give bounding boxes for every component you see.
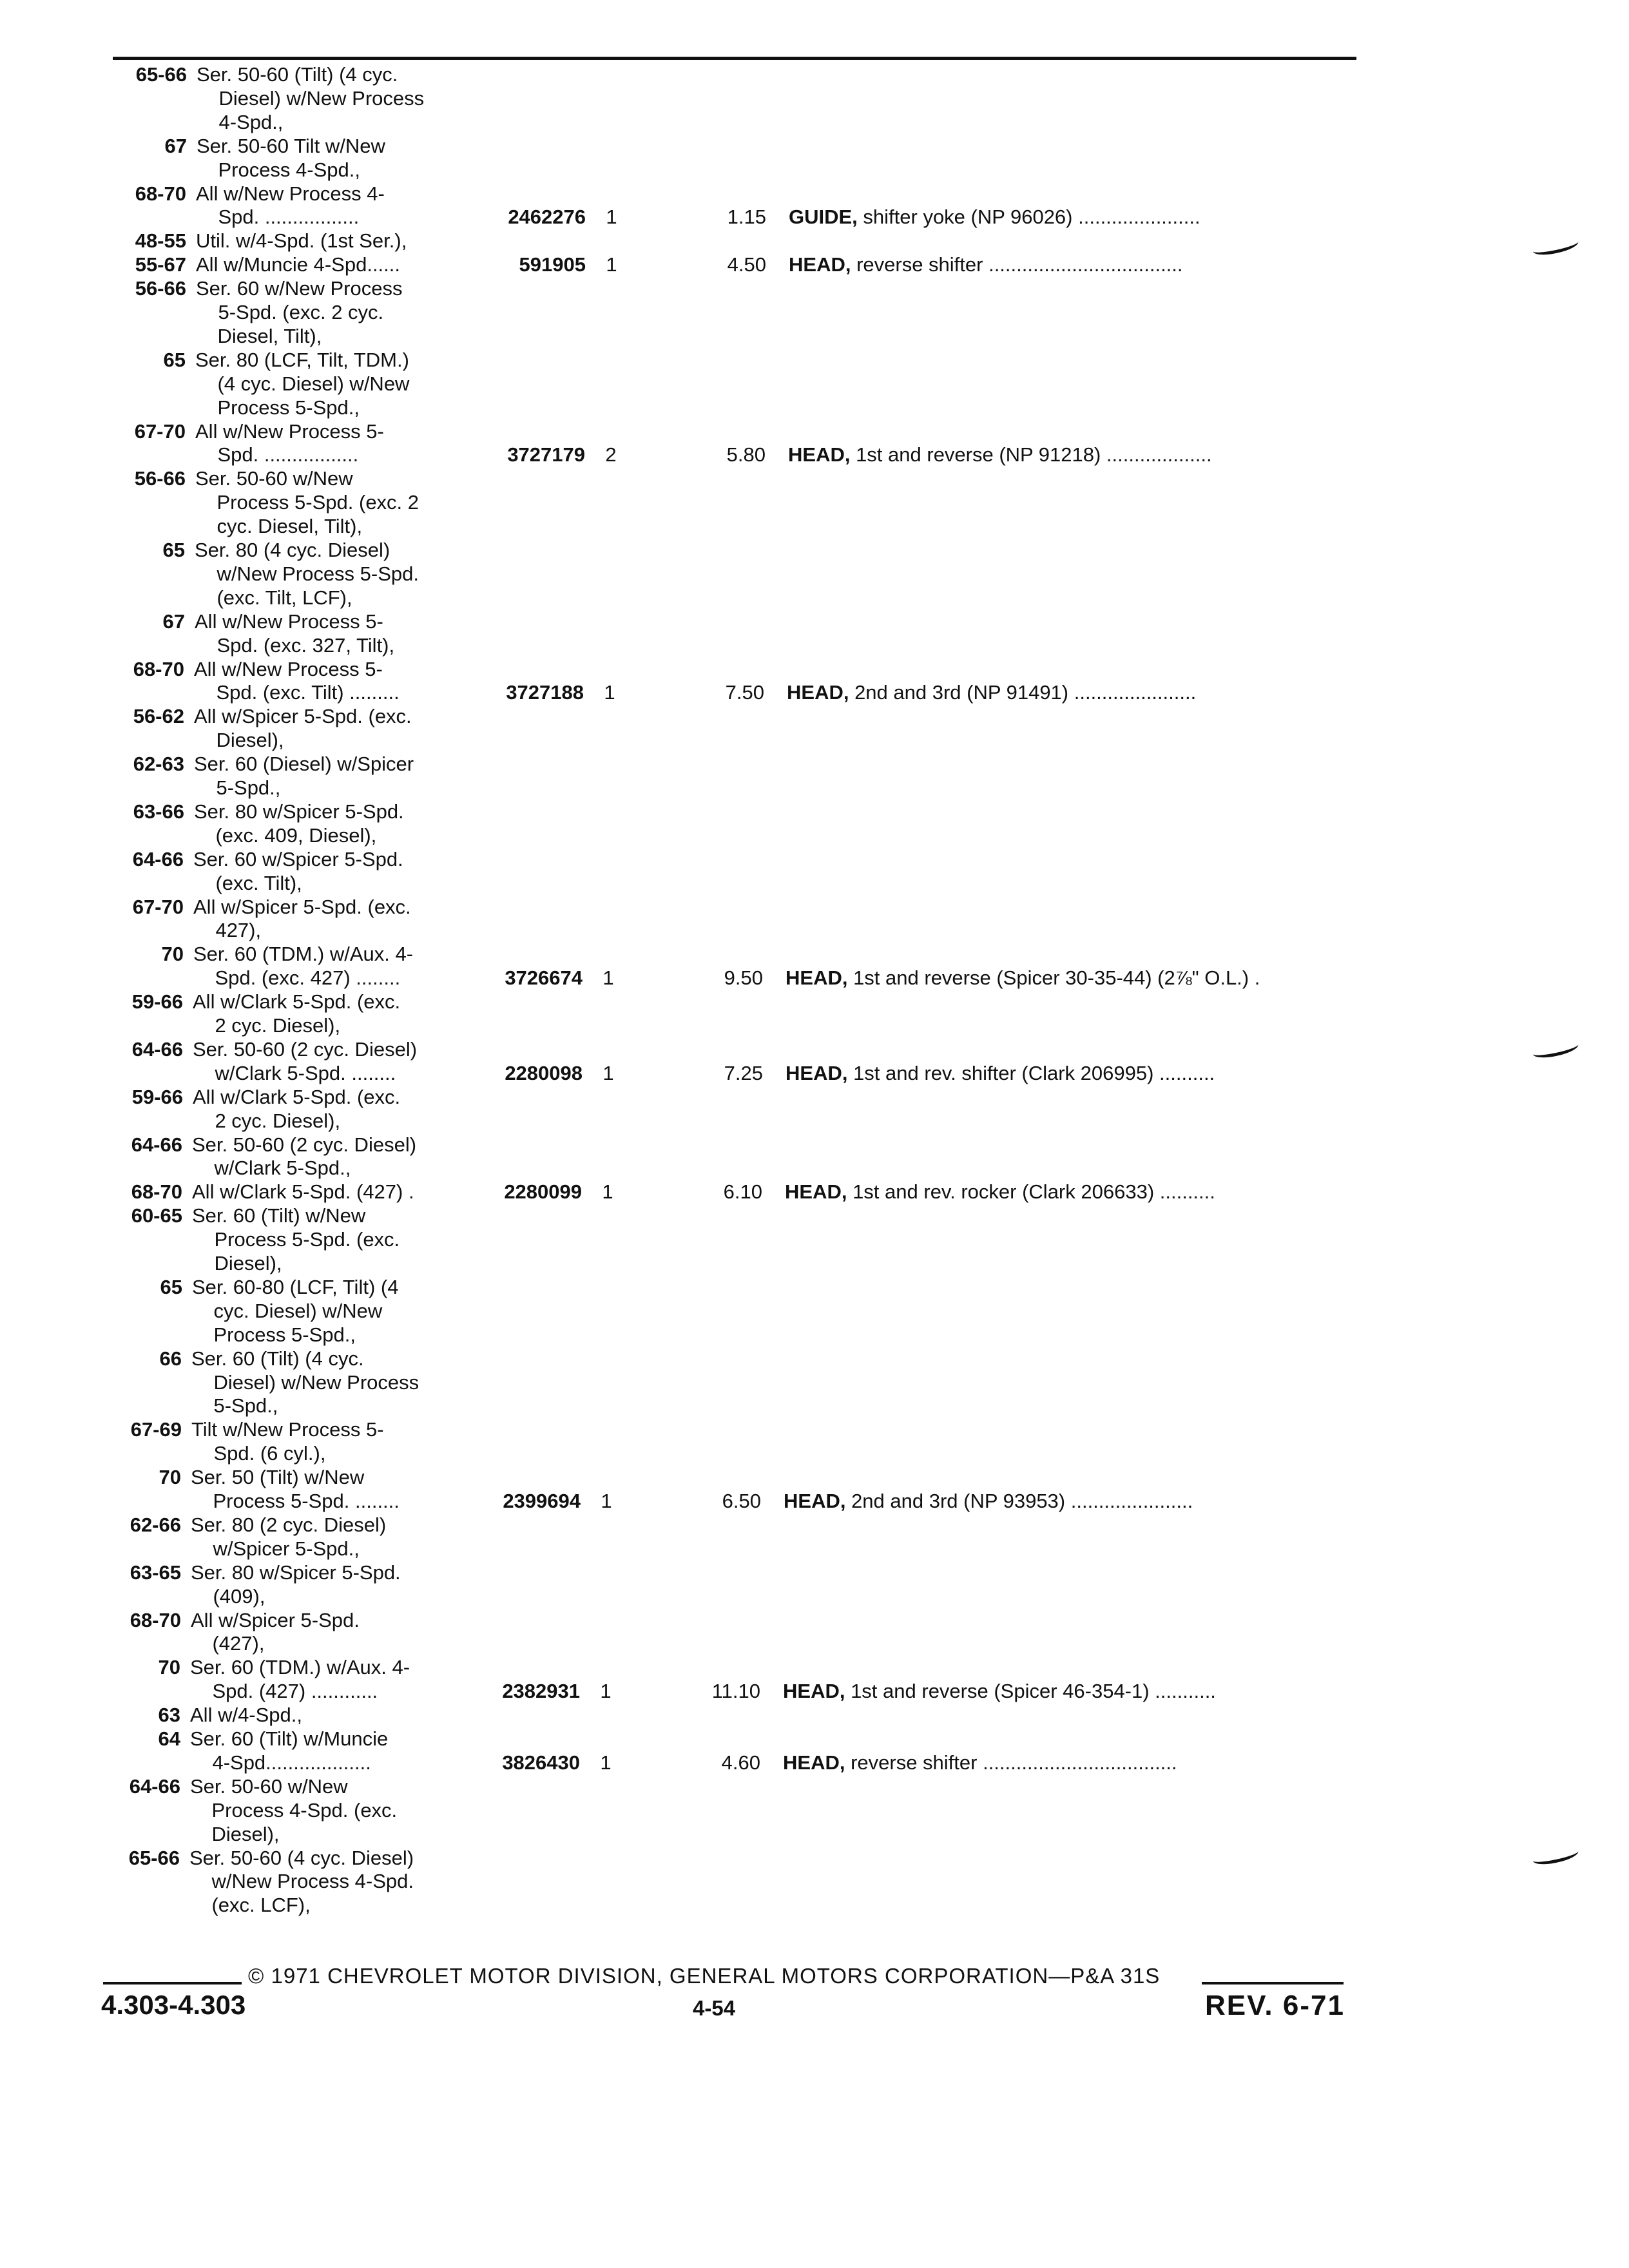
model-years: 64-66	[129, 1775, 180, 1798]
quantity: 1	[602, 966, 614, 989]
application-description: Spd. (exc. Tilt) .........	[194, 681, 400, 704]
model-years: 68-70	[133, 658, 184, 680]
quantity: 1	[604, 681, 615, 704]
application-description: Process 5-Spd. ........	[191, 1490, 400, 1512]
model-years: 70	[158, 1656, 180, 1678]
application-description: Process 4-Spd.,	[196, 159, 360, 181]
application-description: All w/Clark 5-Spd. (exc.	[193, 1086, 401, 1108]
part-noun: HEAD,	[786, 1062, 848, 1084]
application-description: All w/Spicer 5-Spd.	[191, 1609, 360, 1631]
application-description: Util. w/4-Spd. (1st Ser.),	[196, 229, 407, 252]
model-years: 67-70	[134, 420, 186, 443]
application-description: Ser. 50-60 w/New	[195, 467, 353, 490]
part-noun: HEAD,	[785, 1180, 847, 1203]
part-description	[783, 1680, 1350, 1703]
list-price: 9.50	[724, 966, 763, 989]
application-description: Ser. 60 (TDM.) w/Aux. 4-	[193, 943, 414, 965]
application-description: Ser. 60 w/Spicer 5-Spd.	[193, 848, 403, 870]
application-description: w/New Process 4-Spd.	[189, 1870, 414, 1892]
application-description: Ser. 60-80 (LCF, Tilt) (4	[192, 1276, 399, 1298]
part-number: 591905	[519, 253, 586, 276]
list-price: 1.15	[727, 206, 766, 228]
application-description: Spd. (427) ............	[190, 1680, 378, 1702]
application-description: All w/New Process 5-	[195, 420, 384, 443]
part-detail: 1st and reverse (NP 91218) ...................	[850, 443, 1212, 466]
application-description: Ser. 60 (Tilt) (4 cyc.	[191, 1347, 364, 1370]
application-description: cyc. Diesel) w/New	[191, 1300, 383, 1322]
application-description: Ser. 80 (LCF, Tilt, TDM.)	[195, 349, 409, 371]
application-description: 427),	[193, 919, 262, 941]
footer-rule-right	[1202, 1982, 1344, 1984]
footer-rule-left	[103, 1982, 242, 1984]
application-description: (exc. 409, Diesel),	[193, 824, 377, 847]
part-number: 3726674	[505, 966, 583, 989]
part-noun: HEAD,	[786, 966, 848, 989]
application-description: Ser. 50-60 (Tilt) (4 cyc.	[197, 63, 398, 86]
application-description: (4 cyc. Diesel) w/New	[195, 372, 410, 395]
model-years: 62-63	[133, 753, 184, 775]
application-description: All w/New Process 4-	[196, 182, 385, 205]
quantity: 1	[606, 253, 617, 276]
model-years: 65-66	[128, 1847, 180, 1869]
application-description: All w/New Process 5-	[194, 658, 383, 680]
quantity: 2	[605, 443, 617, 466]
part-number: 2462276	[508, 206, 586, 228]
application-description: 5-Spd.,	[191, 1394, 278, 1417]
application-description: w/Clark 5-Spd. ........	[193, 1062, 396, 1084]
list-price: 7.50	[725, 681, 764, 704]
application-description: Ser. 60 (TDM.) w/Aux. 4-	[190, 1656, 410, 1678]
application-description: Ser. 60 (Tilt) w/Muncie	[190, 1727, 389, 1750]
application-description: 2 cyc. Diesel),	[193, 1014, 341, 1037]
part-description	[786, 966, 1353, 990]
model-years: 65	[160, 1276, 182, 1298]
application-description: All w/Spicer 5-Spd. (exc.	[194, 705, 412, 727]
page-number: 4-54	[693, 1996, 736, 2020]
application-description: Ser. 60 w/New Process	[196, 277, 403, 300]
margin-binding-mark	[1532, 235, 1580, 258]
part-noun: HEAD,	[787, 681, 849, 704]
application-description: Diesel),	[189, 1823, 280, 1845]
application-description: (409),	[191, 1585, 265, 1608]
list-price: 5.80	[726, 443, 766, 466]
part-detail: 1st and reverse (Spicer 46-354-1) ...........	[845, 1680, 1216, 1702]
margin-binding-mark	[1532, 1845, 1580, 1868]
application-description: All w/New Process 5-	[195, 610, 383, 633]
application-description: 5-Spd. (exc. 2 cyc.	[196, 301, 384, 323]
model-years: 65	[162, 539, 185, 561]
quantity: 1	[606, 206, 617, 228]
model-years: 62-66	[130, 1514, 181, 1536]
part-detail: 1st and reverse (Spicer 30-35-44) (2⅞" O.L.) .	[847, 966, 1260, 989]
application-description: (exc. Tilt),	[193, 872, 302, 894]
application-description: Tilt w/New Process 5-	[191, 1418, 384, 1441]
revision-label: REV. 6-71	[1205, 1990, 1345, 2021]
application-description: w/New Process 5-Spd.	[195, 562, 419, 585]
model-years: 67-70	[132, 896, 184, 918]
model-years: 56-62	[133, 705, 184, 727]
part-noun: HEAD,	[783, 1680, 845, 1702]
application-description: Ser. 50-60 w/New	[190, 1775, 348, 1798]
application-description: Diesel, Tilt),	[195, 325, 322, 347]
application-description: Ser. 80 w/Spicer 5-Spd.	[194, 800, 404, 823]
copyright-line: © 1971 CHEVROLET MOTOR DIVISION, GENERAL MOTORS CORPORATION—P&A 31S	[248, 1964, 1161, 1988]
application-description: Diesel),	[194, 729, 284, 751]
part-number: 2280099	[504, 1180, 582, 1203]
model-years: 67	[164, 135, 187, 157]
application-description: Process 5-Spd. (exc. 2	[195, 491, 419, 514]
application-description: cyc. Diesel, Tilt),	[195, 515, 363, 537]
model-years: 63-65	[130, 1561, 181, 1584]
model-years: 59-66	[131, 1086, 183, 1108]
part-description	[784, 1490, 1351, 1513]
model-years: 64	[158, 1727, 180, 1750]
model-years: 56-66	[135, 277, 186, 300]
part-noun: GUIDE,	[789, 206, 858, 228]
application-description: Diesel) w/New Process	[191, 1371, 419, 1394]
part-noun: HEAD,	[789, 253, 851, 276]
application-description: Spd. (6 cyl.),	[191, 1442, 326, 1465]
application-description: Ser. 80 (4 cyc. Diesel)	[195, 539, 390, 561]
part-noun: HEAD,	[784, 1490, 846, 1512]
application-description: Ser. 50-60 Tilt w/New	[197, 135, 385, 157]
application-description: Process 5-Spd.,	[191, 1323, 356, 1346]
model-years: 63	[158, 1704, 180, 1726]
application-description: Diesel),	[192, 1252, 282, 1274]
model-years: 68-70	[135, 182, 186, 205]
part-number: 2280098	[505, 1062, 583, 1084]
model-years: 65-66	[135, 63, 187, 86]
quantity: 1	[602, 1062, 614, 1084]
application-description: Process 5-Spd. (exc.	[192, 1228, 400, 1251]
application-description: All w/Spicer 5-Spd. (exc.	[193, 896, 411, 918]
part-detail: 2nd and 3rd (NP 91491) ......................	[849, 681, 1197, 704]
part-detail: 1st and rev. shifter (Clark 206995) ..........	[847, 1062, 1215, 1084]
application-description: Ser. 50-60 (2 cyc. Diesel)	[192, 1133, 417, 1156]
quantity: 1	[601, 1490, 612, 1512]
model-years: 67-69	[130, 1418, 182, 1441]
part-noun: HEAD,	[783, 1751, 845, 1774]
application-description: Spd. .................	[195, 443, 359, 466]
application-description: Ser. 60 (Diesel) w/Spicer	[194, 753, 414, 775]
section-reference: 4.303-4.303	[101, 1990, 246, 2020]
part-description	[788, 443, 1355, 466]
application-description: (exc. LCF),	[189, 1894, 311, 1916]
list-price: 7.25	[724, 1062, 763, 1084]
list-price: 4.60	[721, 1751, 760, 1774]
model-years: 64-66	[132, 848, 184, 870]
application-description: Ser. 60 (Tilt) w/New	[192, 1204, 366, 1227]
margin-binding-mark	[1532, 1038, 1580, 1061]
model-years: 48-55	[135, 229, 186, 252]
part-detail: reverse shifter ...................................	[851, 253, 1183, 276]
quantity: 1	[602, 1180, 613, 1203]
part-number: 2382931	[502, 1680, 580, 1702]
model-years: 59-66	[131, 990, 183, 1013]
part-detail: 1st and rev. rocker (Clark 206633) ..........	[847, 1180, 1215, 1203]
application-description: Ser. 80 w/Spicer 5-Spd.	[191, 1561, 401, 1584]
part-description	[786, 1062, 1353, 1085]
part-number: 3727188	[506, 681, 584, 704]
application-description: Spd. .................	[196, 206, 360, 228]
part-detail: 2nd and 3rd (NP 93953) ......................	[845, 1490, 1193, 1512]
list-price: 4.50	[727, 253, 766, 276]
list-price: 11.10	[711, 1680, 760, 1702]
application-description: Ser. 50-60 (2 cyc. Diesel)	[193, 1038, 418, 1061]
model-years: 60-65	[131, 1204, 182, 1227]
part-description	[787, 681, 1354, 704]
model-years: 70	[159, 1466, 181, 1488]
application-description: 4-Spd...................	[190, 1751, 371, 1774]
part-noun: HEAD,	[788, 443, 851, 466]
application-description: w/Clark 5-Spd.,	[192, 1157, 351, 1179]
model-years: 65	[163, 349, 186, 371]
application-description: All w/Clark 5-Spd. (427) .	[192, 1180, 414, 1203]
application-description: Ser. 50-60 (4 cyc. Diesel)	[189, 1847, 414, 1869]
application-description: Process 4-Spd. (exc.	[189, 1799, 398, 1821]
application-description: Spd. (exc. 427) ........	[193, 966, 401, 989]
model-years: 70	[161, 943, 184, 965]
model-years: 68-70	[131, 1180, 182, 1203]
quantity: 1	[600, 1680, 612, 1702]
application-description: 4-Spd.,	[197, 111, 284, 133]
top-rule	[113, 57, 1356, 60]
application-description: Process 5-Spd.,	[195, 396, 360, 419]
model-years: 55-67	[135, 253, 186, 276]
application-description: 5-Spd.,	[194, 776, 281, 799]
application-description: 2 cyc. Diesel),	[193, 1110, 341, 1132]
application-description: Ser. 80 (2 cyc. Diesel)	[191, 1514, 387, 1536]
model-years: 64-66	[131, 1133, 182, 1156]
application-description: (exc. Tilt, LCF),	[195, 586, 352, 609]
list-price: 6.10	[723, 1180, 762, 1203]
application-description: w/Spicer 5-Spd.,	[191, 1537, 360, 1560]
application-description: All w/Muncie 4-Spd......	[196, 253, 401, 276]
model-years: 67	[162, 610, 185, 633]
application-description: Diesel) w/New Process	[197, 87, 425, 110]
application-description: All w/4-Spd.,	[190, 1704, 303, 1726]
part-description	[789, 253, 1356, 276]
application-description: (427),	[190, 1632, 265, 1655]
model-years: 63-66	[133, 800, 184, 823]
part-detail: shifter yoke (NP 96026) ......................	[857, 206, 1200, 228]
list-price: 6.50	[722, 1490, 761, 1512]
application-description: Ser. 50 (Tilt) w/New	[191, 1466, 365, 1488]
model-years: 64-66	[131, 1038, 183, 1061]
part-detail: reverse shifter ...................................	[845, 1751, 1177, 1774]
part-description	[789, 206, 1356, 229]
part-number: 2399694	[503, 1490, 581, 1512]
part-number: 3727179	[507, 443, 585, 466]
part-description	[783, 1751, 1350, 1774]
part-number: 3826430	[502, 1751, 580, 1774]
model-years: 68-70	[130, 1609, 181, 1631]
quantity: 1	[600, 1751, 612, 1774]
application-description: All w/Clark 5-Spd. (exc.	[193, 990, 401, 1013]
application-description: Spd. (exc. 327, Tilt),	[195, 634, 395, 657]
model-years: 56-66	[134, 467, 186, 490]
part-description	[785, 1180, 1352, 1204]
model-years: 66	[159, 1347, 182, 1370]
